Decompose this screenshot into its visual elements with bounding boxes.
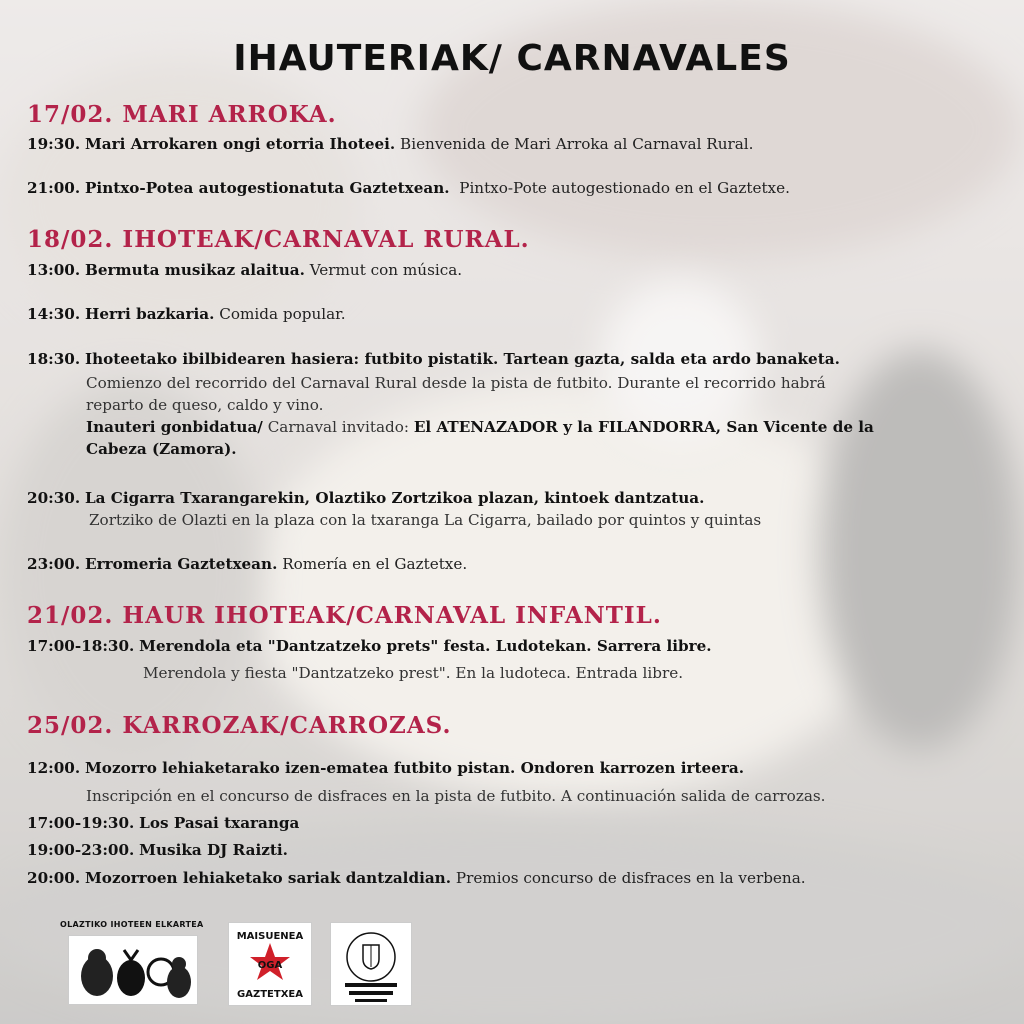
event-eu: Bermuta musikaz alaitua.: [85, 261, 305, 279]
guest-name: Cabeza (Zamora).: [86, 440, 237, 458]
event-line: [27, 812, 299, 834]
event-es: Zortziko de Olazti en la plaza con la txaranga La Cigarra, bailado por quintos y quintas: [89, 511, 762, 529]
event-es: Romería en el Gaztetxe.: [282, 555, 468, 573]
event-time: 20:00.: [27, 869, 81, 887]
event-eu: Mozorro lehiaketarako izen-ematea futbito pistan. Ondoren karrozen irteera.: [85, 759, 745, 777]
association-logo: [68, 935, 198, 1005]
event-line: [27, 757, 744, 779]
event-line: [27, 259, 462, 281]
event-es: reparto de queso, caldo y vino.: [86, 396, 324, 414]
day-heading: 18/02. IHOTEAK/CARNAVAL RURAL.: [27, 226, 530, 253]
event-es: Comida popular.: [219, 305, 346, 323]
event-time: 20:30.: [27, 489, 81, 507]
page-title: IHAUTERIAK/ CARNAVALES: [233, 38, 791, 79]
event-line: [27, 635, 712, 657]
event-es: Inscripción en el concurso de disfraces en la pista de futbito. A continuación salida de carrozas.: [86, 787, 826, 805]
event-line: [27, 839, 288, 861]
guest-line: [86, 438, 237, 460]
guest-name: El ATENAZADOR y la FILANDORRA, San Vicente de la: [413, 418, 874, 436]
event-eu: Mozorroen lehiaketako sariak dantzaldian.: [85, 869, 452, 887]
event-time: 18:30.: [27, 350, 81, 368]
event-time: 17:00-18:30.: [27, 637, 135, 655]
event-es: Comienzo del recorrido del Carnaval Rural desde la pista de futbito. Durante el recorrido habrá: [86, 374, 826, 392]
event-es: Bienvenida de Mari Arroka al Carnaval Rural.: [400, 135, 754, 153]
day-heading: 17/02. MARI ARROKA.: [27, 101, 337, 128]
event-eu: Merendola eta "Dantzatzeko prets" festa. Ludotekan. Sarrera libre.: [139, 637, 712, 655]
event-time: 19:30.: [27, 135, 81, 153]
event-eu: Erromeria Gaztetxean.: [85, 555, 278, 573]
event-eu: Ihoteetako ibilbidearen hasiera: futbito pistatik. Tartean gazta, salda eta ardo banaketa.: [85, 350, 840, 368]
association-caption: OLAZTIKO IHOTEEN ELKARTEA: [60, 920, 204, 929]
day-heading: 25/02. KARROZAK/CARROZAS.: [27, 712, 452, 739]
event-es: Premios concurso de disfraces en la verbena.: [455, 869, 806, 887]
guest-label-es: Carnaval invitado:: [267, 418, 409, 436]
event-line: [27, 348, 840, 370]
event-line: [27, 553, 467, 575]
event-time: 12:00.: [27, 759, 81, 777]
event-eu: Musika DJ Raizti.: [139, 841, 288, 859]
event-es: Vermut con música.: [309, 261, 463, 279]
event-eu: Mari Arrokaren ongi etorria Ihoteei.: [85, 135, 396, 153]
gaztetxe-logo-top: MAISUENEA: [236, 931, 304, 942]
event-line: [27, 133, 754, 155]
gaztetxe-logo-mark: OGA: [257, 960, 283, 971]
event-line: [27, 303, 346, 325]
event-time: 23:00.: [27, 555, 81, 573]
event-time: 13:00.: [27, 261, 81, 279]
gaztetxe-logo: [228, 922, 312, 1006]
event-eu: Herri bazkaria.: [85, 305, 215, 323]
event-es: Merendola y fiesta "Dantzatzeko prest". En la ludoteca. Entrada libre.: [143, 664, 684, 682]
event-es: Pintxo-Pote autogestionado en el Gaztetxe.: [459, 179, 790, 197]
event-eu: Pintxo-Potea autogestionatuta Gaztetxean.: [85, 179, 450, 197]
council-logo: [330, 922, 412, 1006]
event-eu: Los Pasai txaranga: [139, 814, 300, 832]
guest-label-eu: Inauteri gonbidatua/: [86, 418, 263, 436]
event-time: 14:30.: [27, 305, 81, 323]
event-time: 17:00-19:30.: [27, 814, 135, 832]
event-line: [27, 487, 704, 509]
event-time: 19:00-23:00.: [27, 841, 135, 859]
event-line: [27, 867, 806, 889]
event-eu: La Cigarra Txarangarekin, Olaztiko Zortzikoa plazan, kintoek dantzatua.: [85, 489, 705, 507]
day-heading: 21/02. HAUR IHOTEAK/CARNAVAL INFANTIL.: [27, 602, 662, 629]
guest-line: [86, 416, 874, 438]
gaztetxe-logo-bottom: GAZTETXEA: [237, 989, 303, 1000]
event-line: [27, 177, 790, 199]
event-time: 21:00.: [27, 179, 81, 197]
